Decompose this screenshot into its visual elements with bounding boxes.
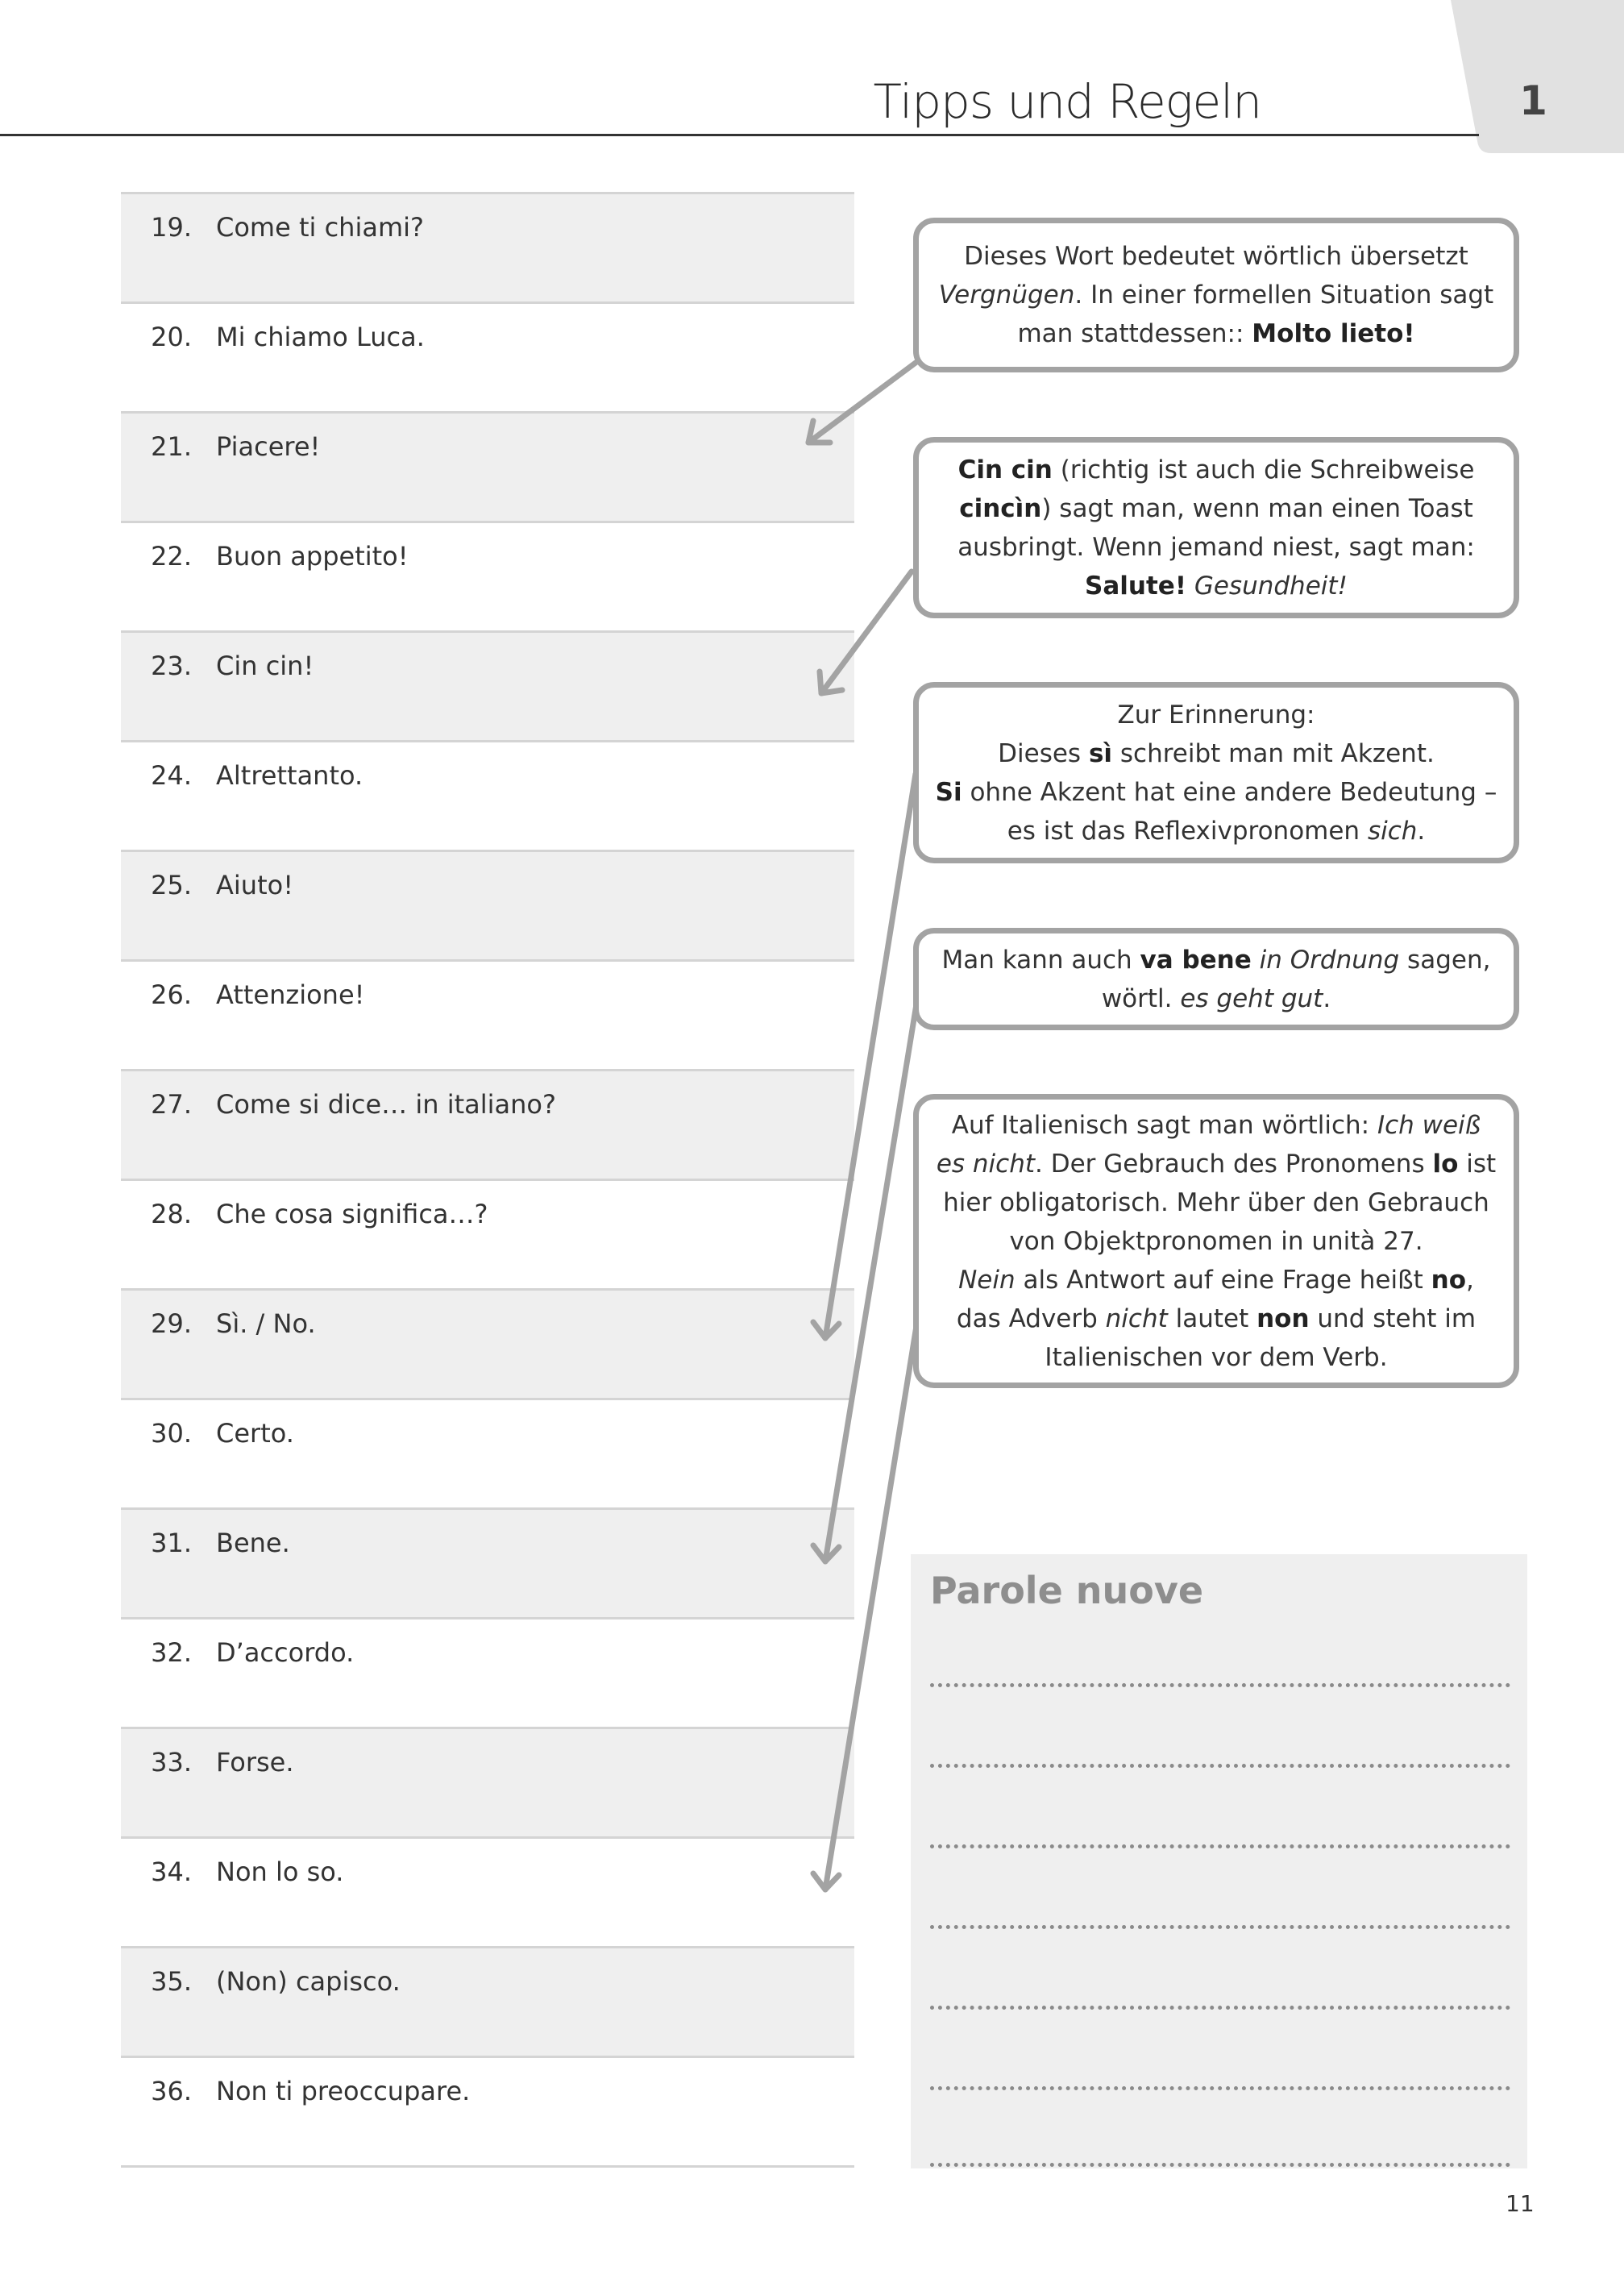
tip-italic: Nein (958, 1265, 1016, 1295)
phrase-row (121, 1181, 854, 1291)
tip-text: , das Adverb (956, 1265, 1474, 1333)
phrase-row (121, 742, 854, 852)
tip-bold: lo (1432, 1149, 1459, 1179)
tip-text: ist hier obligatorisch. Mehr über den Gebrauch von Objektpronomen in unità 27. (943, 1149, 1497, 1256)
phrase-text: Non ti preoccupare. (216, 2076, 471, 2106)
tip-italic: nicht (1105, 1304, 1168, 1333)
tip-italic: in Ordnung (1259, 945, 1400, 975)
phrase-number: 23. (151, 651, 192, 681)
note-line[interactable] (930, 2163, 1510, 2167)
phrase-list (121, 192, 854, 2168)
phrase-row (121, 1839, 854, 1948)
phrase-row (121, 194, 854, 304)
tip-text: als Antwort auf eine Frage heißt (1015, 1265, 1431, 1295)
tip-text: Zur Erinnerung: (1117, 700, 1315, 730)
page-title: Tipps und Regeln (873, 74, 1261, 129)
phrase-number: 29. (151, 1308, 192, 1339)
phrase-text: Sì. / No. (216, 1308, 316, 1339)
tip-text: . (1417, 816, 1426, 846)
phrase-text: Altrettanto. (216, 760, 363, 791)
tip-italic: sich (1367, 816, 1418, 846)
phrase-text: Attenzione! (216, 979, 365, 1010)
phrase-row (121, 1400, 854, 1510)
phrase-number: 26. (151, 979, 192, 1010)
phrase-row (121, 523, 854, 633)
phrase-number: 24. (151, 760, 192, 791)
tip-box-si (913, 682, 1519, 863)
phrase-row (121, 1510, 854, 1620)
tip-bold: non (1256, 1304, 1310, 1333)
phrase-number: 20. (151, 322, 192, 352)
phrase-text: Mi chiamo Luca. (216, 322, 425, 352)
note-line[interactable] (930, 2086, 1510, 2090)
tip-bold: sì (1088, 738, 1113, 768)
tip-box-non-lo-so (913, 1094, 1519, 1388)
tip-bold: va bene (1140, 945, 1252, 975)
phrase-text: Come si dice… in italiano? (216, 1089, 556, 1120)
note-line[interactable] (930, 1764, 1510, 1768)
phrase-number: 28. (151, 1199, 192, 1229)
phrase-row (121, 414, 854, 523)
tip-text: . In einer formellen Situation sagt man stattdessen:: (1017, 281, 1494, 348)
tip-text: Dieses (998, 738, 1089, 768)
tip-box-piacere (913, 218, 1519, 372)
chapter-tab (0, 0, 1624, 161)
phrase-number: 35. (151, 1966, 192, 1997)
tip-italic: es geht gut (1180, 983, 1323, 1013)
phrase-row (121, 633, 854, 742)
tip-text: schreibt man mit Akzent. (1112, 738, 1435, 768)
phrase-number: 21. (151, 431, 192, 462)
phrase-row (121, 1729, 854, 1839)
note-line[interactable] (930, 1844, 1510, 1848)
phrase-text: Come ti chiami? (216, 212, 424, 243)
phrase-text: Piacere! (216, 431, 321, 462)
tip-box-cin-cin (913, 437, 1519, 618)
page-number: 11 (1506, 2190, 1535, 2217)
phrase-number: 22. (151, 541, 192, 572)
phrase-number: 36. (151, 2076, 192, 2106)
tip-italic: Vergnügen (938, 281, 1075, 310)
phrase-number: 33. (151, 1747, 192, 1778)
phrase-number: 34. (151, 1856, 192, 1887)
phrase-row (121, 1071, 854, 1181)
tip-bold: no (1431, 1265, 1467, 1295)
notes-title: Parole nuove (930, 1569, 1204, 1612)
tip-text: Dieses Wort bedeutet wörtlich übersetzt (964, 242, 1468, 271)
phrase-row (121, 1620, 854, 1729)
phrase-number: 30. (151, 1418, 192, 1449)
tip-text: ) sagt man, wenn man einen Toast ausbringt. Wenn jemand niest, sagt man: (957, 493, 1475, 562)
phrase-text: Forse. (216, 1747, 294, 1778)
phrase-text: D’accordo. (216, 1637, 355, 1668)
tip-text: sagen, wörtl. (1101, 945, 1491, 1013)
tip-bold: Si (935, 777, 962, 807)
tip-bold: Molto lieto! (1252, 319, 1415, 348)
tip-box-bene (913, 928, 1519, 1030)
phrase-number: 19. (151, 212, 192, 243)
phrase-number: 25. (151, 870, 192, 900)
phrase-row (121, 1948, 854, 2058)
phrase-text: Cin cin! (216, 651, 314, 681)
tip-text: und steht im Italienischen vor dem Verb. (1045, 1304, 1477, 1372)
phrase-text: Aiuto! (216, 870, 294, 900)
tip-bold: cincìn (959, 493, 1042, 523)
phrase-number: 32. (151, 1637, 192, 1668)
tip-text: Man kann auch (941, 945, 1140, 975)
phrase-row (121, 304, 854, 414)
tip-text: Auf Italienisch sagt man wörtlich: (951, 1110, 1377, 1140)
parole-nuove-panel (911, 1554, 1527, 2168)
tip-text: (richtig ist auch die Schreibweise (1052, 455, 1475, 484)
phrase-row (121, 2058, 854, 2168)
tip-italic: Gesundheit! (1194, 571, 1348, 601)
note-line[interactable] (930, 1925, 1510, 1929)
phrase-text: Che cosa significa…? (216, 1199, 488, 1229)
tip-text: . Der Gebrauch des Pronomens (1035, 1149, 1433, 1179)
phrase-number: 31. (151, 1528, 192, 1558)
note-line[interactable] (930, 1683, 1510, 1687)
phrase-row (121, 1291, 854, 1400)
chapter-number: 1 (1519, 77, 1547, 124)
tip-text: ohne Akzent hat eine andere Bedeutung – es ist das Reflexivpronomen (962, 777, 1497, 846)
phrase-text: Non lo so. (216, 1856, 344, 1887)
header-rule (0, 134, 1479, 136)
phrase-row (121, 962, 854, 1071)
tip-bold: Cin cin (957, 455, 1053, 484)
phrase-text: Buon appetito! (216, 541, 409, 572)
tip-italic: Ich weiß es nicht (936, 1110, 1481, 1179)
phrase-text: Certo. (216, 1418, 294, 1449)
phrase-number: 27. (151, 1089, 192, 1120)
note-line[interactable] (930, 2006, 1510, 2010)
phrase-row (121, 852, 854, 962)
phrase-text: (Non) capisco. (216, 1966, 401, 1997)
phrase-text: Bene. (216, 1528, 290, 1558)
tip-bold: Salute! (1085, 571, 1186, 601)
tip-text: lautet (1167, 1304, 1257, 1333)
tip-text: . (1323, 983, 1331, 1013)
